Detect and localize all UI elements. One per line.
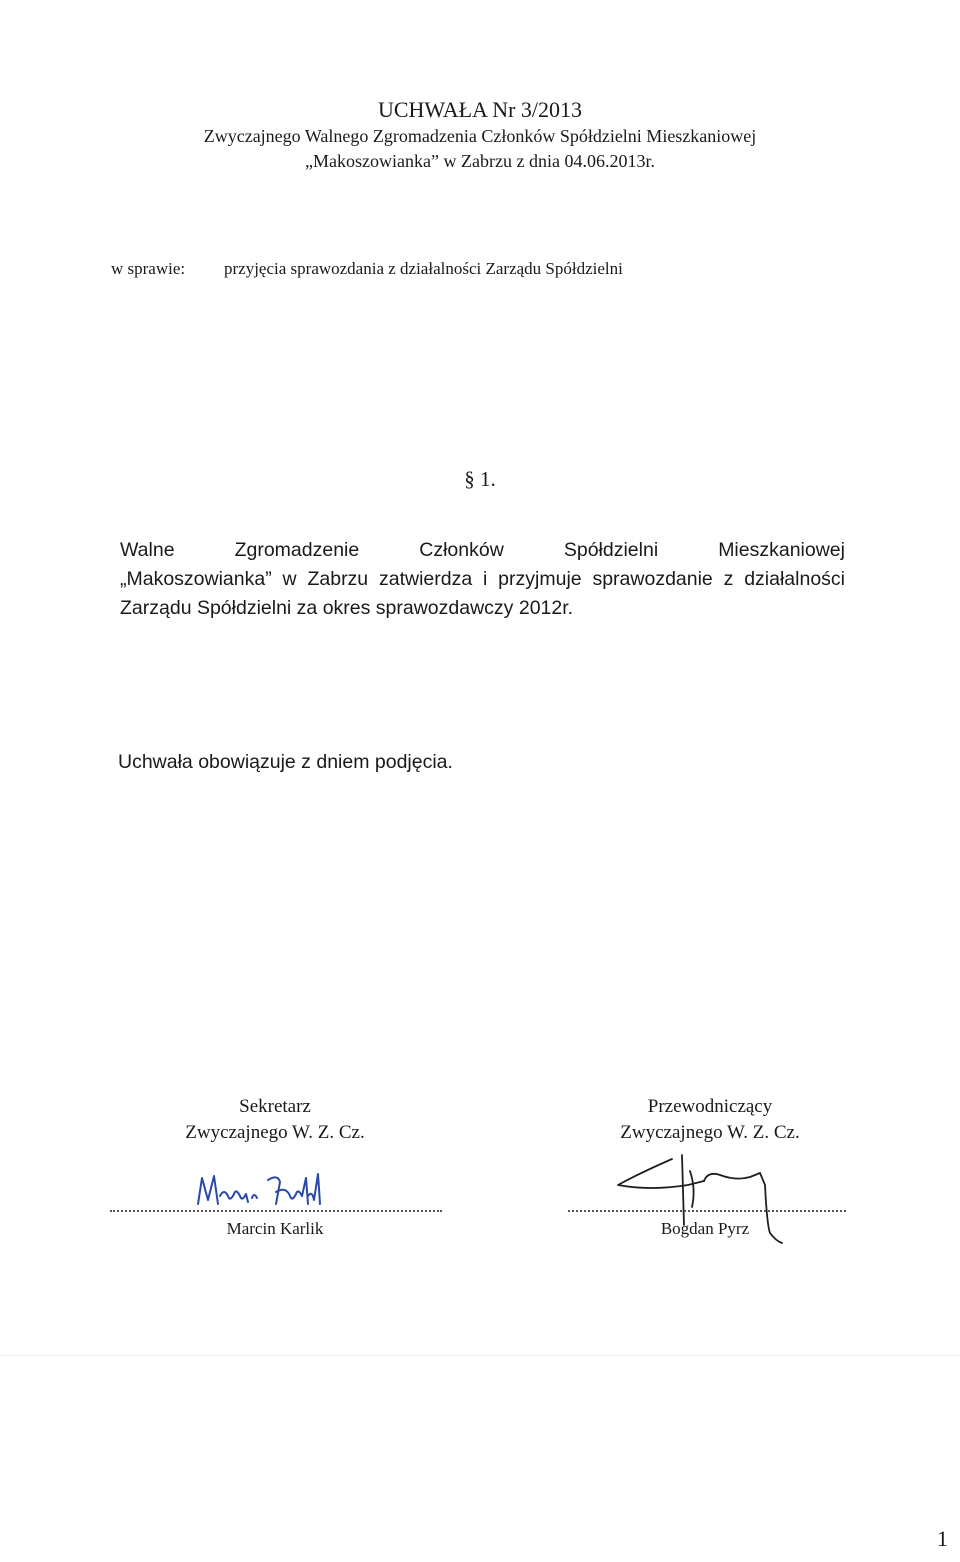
chairman-signature-line bbox=[568, 1210, 846, 1212]
document-subtitle bbox=[0, 124, 960, 174]
closing-statement: Uchwała obowiązuje z dniem podjęcia. bbox=[118, 751, 453, 773]
resolution-paragraph bbox=[120, 536, 845, 623]
paragraph-line: Zarządu Spółdzielni za okres sprawozdawczy 2012r. bbox=[120, 597, 574, 619]
subtitle-line-2: „Makoszowianka” w Zabrzu z dnia 04.06.2013r. bbox=[305, 151, 655, 171]
matter-text: przyjęcia sprawozdania z działalności Zarządu Spółdzielni bbox=[224, 259, 623, 278]
chairman-role: Przewodniczący bbox=[647, 1096, 773, 1117]
secretary-handwritten-signature bbox=[190, 1160, 340, 1214]
subtitle-line-1: Zwyczajnego Walnego Zgromadzenia Członków Spółdzielni Mieszkaniowej bbox=[203, 126, 757, 146]
matter-label: w sprawie: bbox=[111, 259, 186, 278]
secretary-signature-line bbox=[110, 1210, 442, 1212]
secretary-signature-block bbox=[110, 1094, 440, 1146]
chairman-body: Zwyczajnego W. Z. Cz. bbox=[620, 1122, 800, 1143]
page-number: 1 bbox=[937, 1526, 948, 1551]
chairman-signature-block bbox=[555, 1094, 865, 1146]
chairman-name: Bogdan Pyrz bbox=[660, 1219, 750, 1238]
section-mark: § 1. bbox=[464, 467, 496, 491]
paragraph-line: Walne Zgromadzenie Członków Spółdzielni Mieszkaniowej bbox=[120, 539, 845, 561]
paragraph-line: „Makoszowianka” w Zabrzu zatwierdza i przyjmuje sprawozdanie z działalności bbox=[120, 568, 845, 590]
document-title: UCHWAŁA Nr 3/2013 bbox=[377, 97, 583, 122]
secretary-body: Zwyczajnego W. Z. Cz. bbox=[185, 1122, 365, 1143]
scan-divider bbox=[0, 1355, 960, 1356]
secretary-name: Marcin Karlik bbox=[226, 1219, 324, 1238]
secretary-role: Sekretarz bbox=[239, 1096, 311, 1117]
